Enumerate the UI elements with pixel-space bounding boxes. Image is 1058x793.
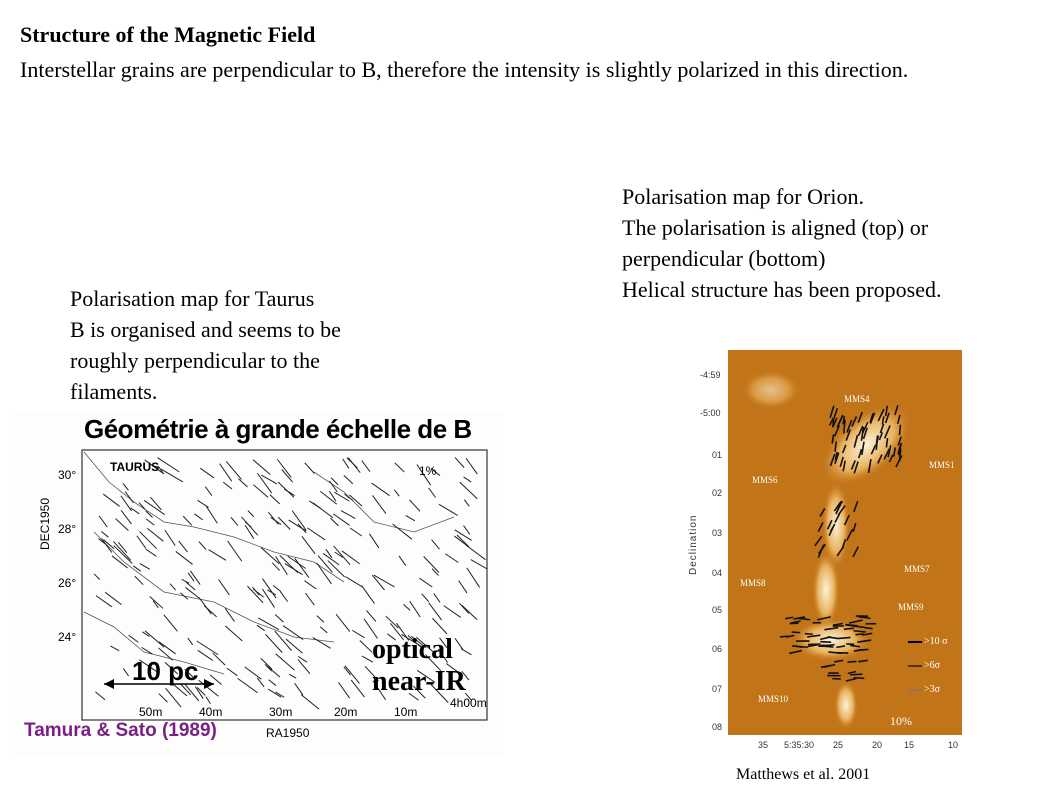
taurus-vector xyxy=(320,627,327,633)
taurus-vector xyxy=(129,635,139,642)
taurus-vector xyxy=(268,689,281,697)
taurus-vector xyxy=(194,514,202,520)
taurus-vector xyxy=(445,554,458,563)
orion-dec-tick: 08 xyxy=(712,722,723,732)
taurus-vector xyxy=(346,577,363,588)
taurus-vector xyxy=(133,566,140,571)
taurus-vector xyxy=(313,503,333,518)
taurus-vector xyxy=(410,601,420,617)
dec-axis-label: DEC1950 xyxy=(38,497,52,550)
orion-dec-tick: 03 xyxy=(712,528,723,538)
taurus-vector xyxy=(302,536,315,553)
taurus-vector xyxy=(96,596,112,607)
taurus-vector xyxy=(409,500,419,511)
taurus-vector xyxy=(123,483,128,490)
taurus-vector xyxy=(466,458,477,474)
taurus-vector xyxy=(213,653,225,665)
taurus-caption-line: roughly perpendicular to the xyxy=(70,348,320,373)
orion-dec-tick: -5:00 xyxy=(700,408,721,418)
taurus-vector xyxy=(460,482,478,499)
taurus-vector xyxy=(146,519,154,525)
taurus-vector xyxy=(200,468,214,478)
taurus-vector xyxy=(228,541,242,561)
taurus-vector xyxy=(339,682,350,698)
taurus-vector xyxy=(393,524,412,539)
orion-ra-tick: 25 xyxy=(833,740,844,750)
taurus-vector xyxy=(352,630,364,637)
source-label: MMS8 xyxy=(740,578,766,588)
orion-caption-line: Polarisation map for Orion. xyxy=(622,184,864,209)
taurus-vector xyxy=(147,528,163,541)
orion-polarisation-map xyxy=(676,350,966,755)
taurus-vector xyxy=(273,586,281,592)
taurus-vector xyxy=(116,519,129,531)
taurus-vector xyxy=(301,695,319,709)
taurus-vector xyxy=(434,593,440,602)
taurus-vector xyxy=(103,494,119,506)
taurus-vector xyxy=(105,592,121,604)
taurus-vector xyxy=(429,603,442,620)
taurus-vector xyxy=(227,668,237,675)
orion-credit: Matthews et al. 2001 xyxy=(736,766,871,783)
taurus-vector xyxy=(295,558,309,578)
orion-ra-tick: 35 xyxy=(758,740,769,750)
taurus-vector xyxy=(277,459,291,477)
taurus-vector xyxy=(464,500,469,507)
taurus-vector xyxy=(205,487,212,496)
taurus-vector xyxy=(289,520,307,531)
taurus-vector xyxy=(206,506,217,523)
orion-vector xyxy=(899,425,900,435)
taurus-vector xyxy=(459,580,467,592)
taurus-vector xyxy=(219,579,230,594)
taurus-vector xyxy=(261,548,279,564)
taurus-vector xyxy=(349,495,362,506)
taurus-vector xyxy=(350,528,362,536)
taurus-vector xyxy=(432,569,439,576)
taurus-vector xyxy=(336,614,350,631)
source-label: MMS4 xyxy=(844,394,870,404)
taurus-vector xyxy=(272,563,279,571)
taurus-vector xyxy=(198,650,213,660)
taurus-vector xyxy=(275,614,283,622)
taurus-vector xyxy=(164,615,178,631)
taurus-figure-heading: Géométrie à grande échelle de B xyxy=(84,414,472,444)
band-label: near-IR xyxy=(372,666,466,697)
taurus-reference: Tamura & Sato (1989) xyxy=(24,720,217,741)
taurus-vector xyxy=(307,528,325,540)
taurus-vector xyxy=(347,458,358,468)
taurus-vector xyxy=(262,589,274,608)
taurus-vector xyxy=(462,605,477,619)
dec-tick: 30° xyxy=(58,468,77,482)
taurus-vector xyxy=(276,557,288,575)
taurus-vector xyxy=(176,551,193,564)
taurus-vector xyxy=(185,685,198,701)
taurus-vector xyxy=(103,540,114,549)
filament-glow xyxy=(791,618,871,662)
taurus-vector xyxy=(444,606,461,618)
taurus-vector xyxy=(125,492,133,503)
taurus-vector xyxy=(180,593,188,599)
scale-bar-arrow-right xyxy=(204,679,214,689)
filament-glow xyxy=(741,370,801,410)
taurus-vector xyxy=(121,510,131,524)
taurus-caption-line: Polarisation map for Taurus xyxy=(70,286,315,311)
taurus-vector xyxy=(369,534,378,548)
ra-tick: 20m xyxy=(334,705,358,719)
taurus-vector xyxy=(344,475,353,483)
taurus-vector xyxy=(252,587,259,595)
taurus-vector xyxy=(101,531,108,537)
taurus-vector xyxy=(305,463,315,474)
taurus-vector xyxy=(317,563,332,584)
orion-caption xyxy=(622,181,1042,305)
taurus-vector xyxy=(123,668,128,676)
orion-caption-line: The polarisation is aligned (top) or xyxy=(622,215,929,240)
orion-caption-line: perpendicular (bottom) xyxy=(622,246,826,271)
band-labels xyxy=(372,634,466,698)
taurus-vector xyxy=(188,638,193,645)
taurus-vector xyxy=(464,477,472,482)
taurus-map-contour xyxy=(94,532,334,642)
taurus-vector xyxy=(459,603,468,613)
taurus-vector xyxy=(131,508,140,514)
taurus-vector xyxy=(280,592,287,602)
filament-glow xyxy=(834,680,858,730)
taurus-vector xyxy=(342,551,360,564)
taurus-vector xyxy=(99,516,107,527)
taurus-caption-line: B is organised and seems to be xyxy=(70,317,341,342)
taurus-vector xyxy=(317,616,324,623)
taurus-vector xyxy=(262,579,276,599)
taurus-vector xyxy=(269,680,276,686)
taurus-vector xyxy=(253,460,270,475)
taurus-vector xyxy=(286,639,303,653)
taurus-vector xyxy=(331,518,339,526)
taurus-vector xyxy=(166,688,181,707)
taurus-vector xyxy=(464,526,470,535)
dec-tick: 28° xyxy=(58,522,77,536)
source-label: MMS7 xyxy=(904,564,930,574)
orion-ra-tick: 20 xyxy=(872,740,883,750)
taurus-caption xyxy=(70,283,430,407)
taurus-vector xyxy=(305,593,314,605)
taurus-vector xyxy=(305,581,317,589)
taurus-vector xyxy=(209,550,226,561)
taurus-vector xyxy=(159,642,176,654)
taurus-vector xyxy=(159,694,168,703)
taurus-vector xyxy=(150,597,163,609)
taurus-vector xyxy=(257,678,264,687)
taurus-vector xyxy=(313,637,331,648)
taurus-vector xyxy=(466,545,486,560)
taurus-vector xyxy=(467,568,480,588)
orion-dec-tick: 02 xyxy=(712,488,723,498)
taurus-vector xyxy=(403,604,410,610)
taurus-vector xyxy=(270,495,280,504)
taurus-vector xyxy=(268,512,278,524)
orion-vector xyxy=(864,628,872,629)
taurus-polarisation-map xyxy=(14,412,504,757)
orion-ra-tick: 15 xyxy=(904,740,915,750)
taurus-vector xyxy=(223,482,232,489)
taurus-vector xyxy=(457,535,469,547)
slide-title: Structure of the Magnetic Field xyxy=(20,22,316,47)
taurus-vector xyxy=(238,479,247,487)
orion-vector xyxy=(886,438,887,447)
taurus-vector xyxy=(137,536,146,549)
taurus-vector xyxy=(170,584,176,590)
taurus-vector xyxy=(135,576,143,585)
taurus-vector xyxy=(253,485,268,498)
taurus-vector xyxy=(351,680,364,697)
ra-tick: 40m xyxy=(199,705,223,719)
ra-tick: 10m xyxy=(394,705,418,719)
taurus-vector xyxy=(424,556,439,572)
orion-ra-tick: 10 xyxy=(948,740,959,750)
taurus-vector xyxy=(204,606,217,617)
scale-bar-label: 10 pc xyxy=(132,656,199,686)
taurus-vector xyxy=(198,500,209,507)
taurus-vector xyxy=(206,697,211,704)
orion-dec-tick: 05 xyxy=(712,605,723,615)
orion-dec-tick: 06 xyxy=(712,644,723,654)
taurus-caption-line: filaments. xyxy=(70,379,158,404)
band-label: optical xyxy=(372,634,453,665)
dec-tick: 24° xyxy=(58,630,77,644)
taurus-vector xyxy=(225,626,242,641)
orion-vector xyxy=(847,661,856,662)
taurus-vector xyxy=(145,631,164,647)
taurus-vector xyxy=(248,511,254,517)
taurus-vector xyxy=(238,678,258,692)
taurus-vector xyxy=(372,483,390,496)
taurus-vector xyxy=(422,594,429,602)
taurus-vector xyxy=(197,641,218,655)
source-label: MMS6 xyxy=(752,475,778,485)
orion-ra-tick: 5:35:30 xyxy=(784,740,815,750)
scale-bar-arrow-left xyxy=(104,679,114,689)
orion-dec-tick: -4:59 xyxy=(700,370,721,380)
dec-tick: 26° xyxy=(58,576,77,590)
taurus-vector xyxy=(95,692,105,700)
taurus-vector xyxy=(278,482,294,497)
orion-vector xyxy=(844,628,854,629)
taurus-vector xyxy=(439,504,458,515)
orion-vector xyxy=(820,642,831,643)
taurus-vector xyxy=(372,495,386,513)
taurus-vector xyxy=(179,541,188,552)
taurus-vector xyxy=(360,641,372,653)
taurus-vector xyxy=(429,488,436,497)
orion-vector xyxy=(850,674,862,675)
taurus-vector xyxy=(199,542,206,550)
taurus-vector xyxy=(113,541,130,560)
taurus-vector xyxy=(362,586,375,604)
taurus-vector xyxy=(298,659,310,673)
taurus-vector xyxy=(341,511,355,519)
taurus-vector xyxy=(399,556,406,566)
taurus-vector xyxy=(165,530,175,546)
taurus-vector xyxy=(261,658,272,669)
taurus-percent-label: 1% xyxy=(419,464,437,478)
taurus-vector xyxy=(366,610,375,621)
taurus-vector xyxy=(276,654,295,670)
ra-tick: 50m xyxy=(139,705,163,719)
taurus-vector xyxy=(432,540,440,550)
source-label: MMS9 xyxy=(898,602,924,612)
taurus-vector xyxy=(283,626,303,640)
legend-label: >3σ xyxy=(924,684,941,695)
taurus-vector xyxy=(257,625,265,631)
orion-caption-line: Helical structure has been proposed. xyxy=(622,277,942,302)
taurus-vector xyxy=(394,490,399,496)
taurus-vector xyxy=(161,469,183,482)
taurus-vector xyxy=(267,590,275,595)
legend-label: >6σ xyxy=(924,660,941,671)
orion-y-axis-label: Declination xyxy=(688,514,699,575)
intro-text: Interstellar grains are perpendicular to B, therefore the intensity is slightly polarized in this direction. xyxy=(20,57,909,82)
taurus-vector xyxy=(183,516,192,525)
orion-percent-label: 10% xyxy=(890,714,912,728)
taurus-vector xyxy=(140,564,150,570)
legend-label: >10 σ xyxy=(924,636,948,647)
taurus-vector xyxy=(245,667,262,679)
ra-axis-label: RA1950 xyxy=(266,726,310,740)
taurus-vector xyxy=(94,574,100,580)
source-label: MMS10 xyxy=(758,694,789,704)
orion-vector xyxy=(833,419,834,427)
taurus-vector xyxy=(182,579,189,583)
taurus-vector xyxy=(146,549,157,556)
taurus-vector xyxy=(110,646,119,651)
taurus-vector xyxy=(245,525,254,539)
orion-dec-tick: 04 xyxy=(712,568,723,578)
orion-vector xyxy=(792,632,800,633)
ra-tick: 4h00m xyxy=(450,696,487,710)
orion-dec-tick: 07 xyxy=(712,684,723,694)
taurus-region-label: TAURUS xyxy=(110,460,160,474)
source-label: MMS1 xyxy=(929,460,955,470)
orion-vector xyxy=(796,646,808,647)
orion-vector xyxy=(855,634,864,635)
taurus-vector xyxy=(295,683,303,695)
taurus-vector xyxy=(455,457,464,467)
taurus-vector xyxy=(471,560,487,569)
taurus-vector xyxy=(432,618,447,634)
taurus-vector xyxy=(362,461,370,472)
ra-tick: 30m xyxy=(269,705,293,719)
taurus-vector xyxy=(395,463,405,472)
taurus-vector xyxy=(231,517,238,525)
taurus-vector xyxy=(419,578,432,587)
taurus-vector xyxy=(343,459,349,468)
orion-dec-tick: 01 xyxy=(712,450,723,460)
taurus-vector xyxy=(289,674,296,678)
taurus-vector xyxy=(406,515,415,520)
